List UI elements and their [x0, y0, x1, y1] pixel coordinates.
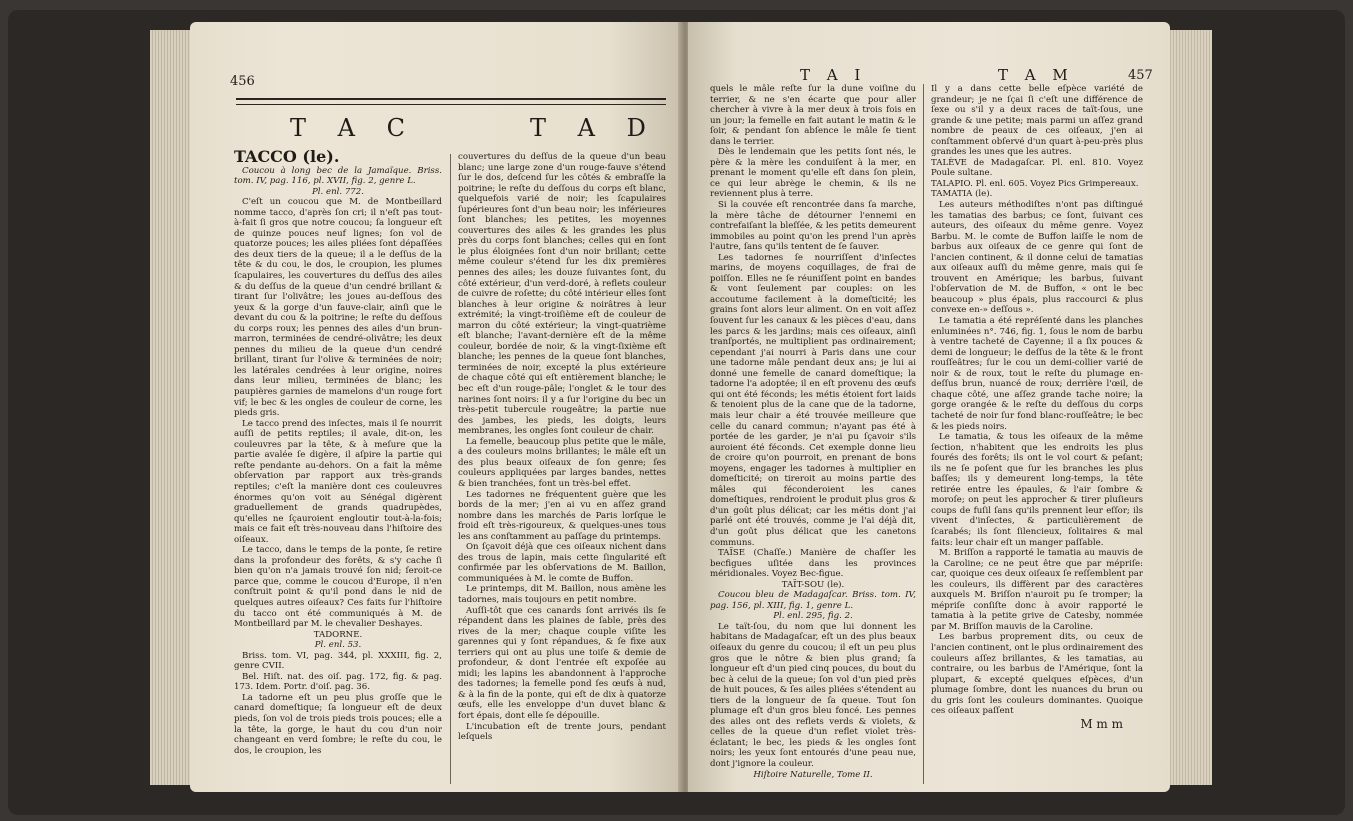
running-head-left: T A C [290, 114, 417, 142]
paragraph: Les tadornes ſe nourriſſent d'inſectes marins, de moyens coquillages, de frai de poiſſon. Elles ne ſe réuniſſent point en bandes & vont ſeulement par couples: on les accoutume facilement à la domeſticité; les grains ſont alors leur aliment. On en voit aſſez ſouvent ſur les canaux & les pièces d'eau, dans les parcs & les jardins; mais ces oiſeaux, ainſi tranſportés, ne multiplient pas ordinairement; cependant j'ai nourri à Paris dans une cour une tadorne mâle pendant deux ans; je lui ai donné une femelle de canard domeſtique; la tadorne l'a adoptée; il en eſt provenu des œufs qui ont été féconds; les métis étoient fort laids & tenoient plus de la cane que de la tadorne, mais leur chair a été trouvée meilleure que celle du canard commun; n'ayant pas été à portée de les garder, je n'ai pu ſçavoir s'ils auroient été féconds. Cet exemple donne lieu de croire qu'on pourroit, en prenant de bons moyens, engager les tadornes à multiplier en domeſticité; on tireroit au moins partie des mâles qui féconderoient les canes domeſtiques, rendroient le produit plus gros & d'un goût plus délicat; car les métis dont j'ai parlé ont été trouvés, comme je l'ai déjà dit, d'un goût plus délicat que les canetons communs. [710, 252, 916, 548]
footer-title: Hiſtoire Naturelle, Tome II. [753, 769, 873, 780]
left-page [190, 22, 682, 792]
paragraph: Si la couvée eſt rencontrée dans ſa marche, la mère tâche de détourner l'ennemi en contrefaiſant la bleſſée, & les petits demeurent immobiles au point qu'on les prend l'un après l'autre, ſans qu'ils tentent de ſe ſauver. [710, 200, 916, 253]
entry-title: TALAPIO. Pl. enl. 605. Voyez Pics Grimpereaux. [931, 178, 1139, 189]
header-rule [236, 98, 666, 105]
right-page-column-1 [710, 84, 916, 780]
paragraph: quels le mâle reſte ſur la dune voiſine du terrier, & ne s'en écarte que pour aller chercher à vivre à la mer deux à trois fois en un jour; la femelle en fait autant le matin & le ſoir, & pendant ſon abſence le mâle ſe tient dans le terrier. [710, 84, 916, 147]
reference: Pl. enl. 295, fig. 2. [773, 611, 853, 622]
reference: Coucou à long bec de la Jamaïque. Briss. tom. IV, pag. 116, pl. XVII, fig. 2, genre L. [234, 165, 442, 187]
paragraph: Auſſi-tôt que ces canards ſont arrivés ils ſe répandent dans les plaines de ſable, près des rives de la mer; chaque couple viſite les garennes qui y ſont répandues, & ſe fixe aux terriers qui ont au plus une toiſe & demie de profondeur, & dont l'entrée eſt expoſée au midi; les lapins les abandonnent à l'approche des tadornes; la femelle pond ſes œufs à nud, & à la fin de la ponte, qui eſt de dix à quatorze œufs, elle les enveloppe d'un duvet blanc & fort épais, dont elle ſe dépouille. [458, 605, 666, 721]
running-head-left: T A I [800, 66, 867, 84]
paragraph: Le printemps, dit M. Baillon, nous amène les tadornes, mais toujours en petit nombre. [458, 584, 666, 605]
paragraph: Le tacco prend des inſectes, mais il ſe nourrit auſſi de petits reptiles; il avale, dit-on, les couleuvres par la tête, & à meſure que la partie avalée ſe digère, il aſpire la partie qui reſte pendante au-dehors. On a fait la même obſervation par rapport aux très-grands reptiles; c'eſt la manière dont ces couleuvres énormes qu'on voit au Sénégal digèrent graduellement de grands quadrupèdes, qu'elles ne ſçauroient engloutir tout-à-la-fois; mais ce fait eſt très-nouveau dans l'hiſtoire des oiſeaux. [234, 418, 442, 545]
running-head-right: T A M [998, 66, 1074, 84]
paragraph: Le tacco, dans le temps de la ponte, ſe retire dans la profondeur des forêts, & s'y cache ſi bien qu'on n'a jamais trouvé ſon nid; ſeroit-ce parce que, comme le coucou d'Europe, il n'en conſtruit point & qu'il pond dans le nid de quelques autres oiſeaux? Ces faits ſur l'hiſtoire du tacco ont été communiqués à M. de Montbeillard par M. le chevalier Deshayes. [234, 545, 442, 630]
paragraph: M. Briſſon a rapporté le tamatia au mauvis de la Caroline; ce ne peut être que par mépriſe: car, quoique ces deux oiſeaux ſe reſſemblent par les couleurs, ils diffèrent par des caractères auxquels M. Briſſon n'auroit pu ſe tromper; la mépriſe conſiſte donc à avoir rapporté le tamatia à la petite grive de Catesby, nommée par M. Briſſon mauvis de la Caroline. [931, 548, 1143, 632]
left-page-stack-edge [150, 30, 192, 785]
left-page-column-1 [234, 147, 442, 756]
signature-mark: M m m [1080, 716, 1123, 731]
paragraph: Dès le lendemain que les petits ſont nés, le père & la mère les conduiſent à la mer, en prenant le moment qu'elle eſt dans ſon plein, ce qui leur abrège le chemin, & ils ne reviennent plus à terre. [710, 147, 916, 200]
entry-title: TACCO (le). [234, 147, 340, 166]
right-page-stack-edge [1168, 30, 1212, 785]
paragraph: C'eſt un coucou que M. de Montbeillard nomme tacco, d'après ſon cri; il n'eſt pas tout-à-fait ſi gros que notre coucou; ſa longueur eſt de quinze pouces neuf lignes; ſon vol de quatorze pouces; les ailes pliées ſont dépaſſées des deux tiers de la queue; il a le deſſus de la tête & du cou, le dos, le croupion, les plumes ſcapulaires, les couvertures du deſſus des ailes & du deſſus de la queue d'un cendré brillant & tirant ſur l'olivâtre; les joues au-deſſous des yeux & la gorge d'un fauve-clair, ainſi que le devant du cou & la poitrine; le reſte du deſſous du corps roux; les pennes des ailes d'un brun-marron, terminées de cendré-olivâtre; les deux pennes du milieu de la queue d'un cendré brillant, tirant ſur l'olive & terminées de noir; les latérales cendrées à leur origine, noires dans leur milieu, terminées de blanc; les paupières garnies de mamelons d'un rouge fort vif; le bec & les ongles de couleur de corne, les pieds gris. [234, 197, 442, 419]
reference: Pl. enl. 772. [312, 186, 364, 197]
left-page-column-2 [458, 152, 666, 743]
paragraph: La tadorne eſt un peu plus groſſe que le canard domeſtique; ſa longueur eſt de deux pieds, ſon vol de trois pieds trois pouces; elle a la tête, la gorge, le haut du cou d'un noir changeant en verd ſombre; le reſte du cou, le dos, le croupion, les [234, 692, 442, 756]
reference: Pl. enl. 53. [314, 640, 362, 651]
page-number: 457 [1128, 68, 1153, 83]
paragraph: Le taït-ſou, du nom que lui donnent les habitans de Madagaſcar, eſt un des plus beaux oiſeaux du genre du coucou; il eſt un peu plus gros que le nôtre & bien plus grand; ſa longueur eſt d'un pied cinq pouces, du bout du bec à celui de la queue; ſon vol d'un pied près de huit pouces, & ſes ailes pliées s'étendent au tiers de la longueur de ſa queue. Tout ſon plumage eſt d'un gros bleu foncé. Les pennes des ailes ont des reflets verds & violets, & celles de la queue d'un reflet violet très-éclatant; le bec, les pieds & les ongles ſont noirs; les yeux ſont entourés d'une peau nue, dont j'ignore la couleur. [710, 621, 916, 769]
paragraph: On ſçavoit déjà que ces oiſeaux nichent dans des trous de lapin, mais cette ſingularité eſt confirmée par les obſervations de M. Baillon, communiquées à M. le comte de Buffon. [458, 542, 666, 584]
reference: Briss. tom. VI, pag. 344, pl. XXXIII, fig. 2, genre CVII. [234, 650, 442, 672]
column-divider [923, 84, 924, 784]
paragraph: TAÏSE (Chaſſe.) Manière de chaſſer les becfigues uſitée dans les provinces méridionales. Voyez Bec-figue. [710, 548, 916, 580]
entry-title: TAÏT-SOU (le). [781, 579, 845, 590]
paragraph: Il y a dans cette belle eſpèce variété de grandeur; je ne ſçai ſi c'eſt une différence de ſexe ou s'il y a deux races de taït-ſous, une grande & une petite; mais parmi un aſſez grand nombre de peaux de ces oiſeaux, j'en ai conſtamment obſervé d'un quart à-peu-près plus grandes les unes que les autres. [931, 84, 1143, 158]
paragraph: Le tamatia a été repréſenté dans les planches enluminées n°. 746, fig. 1, ſous le nom de barbu à ventre tacheté de Cayenne; il a ſix pouces & demi de longueur; le deſſus de la tête & le front rouſſeâtres; ſur le cou un demi-collier varié de noir & de roux, tout le reſte du plumage en-deſſus brun, nuancé de roux; derrière l'œil, de chaque côté, une aſſez grande tache noire; la gorge orangée & le reſte du deſſous du corps tacheté de noir ſur fond blanc-rouſſeâtre; le bec & les pieds noirs. [931, 316, 1143, 432]
paragraph: Les barbus proprement dits, ou ceux de l'ancien continent, ont le plus ordinairement des couleurs aſſez brillantes, & les tamatias, au contraire, ou les barbus de l'Amérique, ſont la plupart, & excepté quelques eſpèces, d'un plumage ſombre, dont les nuances du brun ou du gris ſont les couleurs dominantes. Quoique ces oiſeaux paſſent [931, 632, 1143, 717]
reference: Coucou bleu de Madagaſcar. Briss. tom. IV, pag. 156, pl. XIII, fig. 1, genre L. [710, 590, 916, 611]
page-number: 456 [230, 74, 255, 89]
running-head-right: T A D [530, 114, 658, 142]
paragraph: Les tadornes ne fréquentent guère que les bords de la mer; j'en ai vu en aſſez grand nombre dans les marchés de Paris lorſque le froid eſt très-rigoureux, & quelques-unes tous les ans conſtamment au paſſage du printemps. [458, 489, 666, 542]
right-page-column-2 [931, 84, 1143, 731]
reference: Bel. Hiſt. nat. des oiſ. pag. 172, fig. & pag. 173. Idem. Portr. d'oiſ. pag. 36. [234, 671, 442, 693]
entry-title: TALÈVE de Madagaſcar. Pl. enl. 810. Voyez Poule sultane. [931, 157, 1143, 179]
entry-title: TADORNE. [313, 629, 363, 640]
paragraph: Le tamatia, & tous les oiſeaux de la même ſection, n'habitent que les endroits les plus fourés des forêts; ils ont le vol court & peſant; ils ne ſe poſent que ſur les branches les plus baſſes; ils y demeurent long-temps, la tête retirée entre les épaules, & l'air ſombre & moroſe; on peut les approcher & tirer pluſieurs coups de fuſil ſans qu'ils prennent leur eſſor; ils vivent d'inſectes, & particulièrement de ſcarabés; ils ſont ſilencieux, ſolitaires & mal faits: leur chair eſt un manger paſſable. [931, 432, 1143, 548]
right-page [688, 22, 1170, 792]
paragraph: L'incubation eſt de trente jours, pendant leſquels [458, 721, 666, 743]
paragraph: Les auteurs méthodiſtes n'ont pas diſtingué les tamatias des barbus; ce ſont, ſuivant ces auteurs, des oiſeaux du même genre. Voyez Barbu. M. le comte de Buffon laiſſe le nom de barbus aux oiſeaux de ce genre qui ſont de l'ancien continent, & il donne celui de tamatias aux oiſeaux auſſi du même genre, mais qui ſe trouvent en Amérique; les barbus, ſuivant l'obſervation de M. de Buffon, « ont le bec beaucoup » plus épais, plus raccourci & plus convexe en-» deſſous ». [931, 200, 1143, 316]
paragraph: couvertures du deſſus de la queue d'un beau blanc; une large zone d'un rouge-fauve s'étend ſur le dos, deſcend ſur les côtés & embraſſe la poitrine; le reſte du deſſous du corps eſt blanc, quelquefois varié de noir; les ſcapulaires ſupérieures ſont d'un beau noir; les inférieures ſont blanches; les petites, les moyennes couvertures des ailes & les grandes les plus près du corps ſont blanches; celles qui en ſont le plus éloignées ſont d'un noir brillant; cette même couleur s'étend ſur les dix premières pennes des ailes; les douze ſuivantes ſont, du côté extérieur, d'un verd-doré, à reflets couleur de cuivre de roſette; du côté intérieur elles ſont blanches à leur origine & noirâtres à leur extrémité; la vingt-troiſième eſt de couleur de marron du côté extérieur; la vingt-quatrième eſt blanche; l'avant-dernière eſt de la même couleur, bordée de noir, & la vingt-ſixième eſt blanche; les pennes de la queue ſont blanches, terminées de noir, excepté la plus extérieure de chaque côté qui eſt entièrement blanche; le bec eſt d'un rouge-pâle; l'onglet & le tour des narines ſont noirs: il y a ſur l'origine du bec un très-petit tubercule rougeâtre; la partie nue des jambes, les pieds, les doigts, leurs membranes, les ongles ſont couleur de chair. [458, 152, 666, 437]
entry-title: TAMATIA (le). [931, 189, 993, 200]
column-divider [450, 154, 451, 784]
paragraph: La femelle, beaucoup plus petite que le mâle, a des couleurs moins brillantes; le mâle eſt un des plus beaux oiſeaux de ſon genre; ſes couleurs appliquées par larges bandes, nettes & bien tranchées, font un très-bel effet. [458, 436, 666, 489]
